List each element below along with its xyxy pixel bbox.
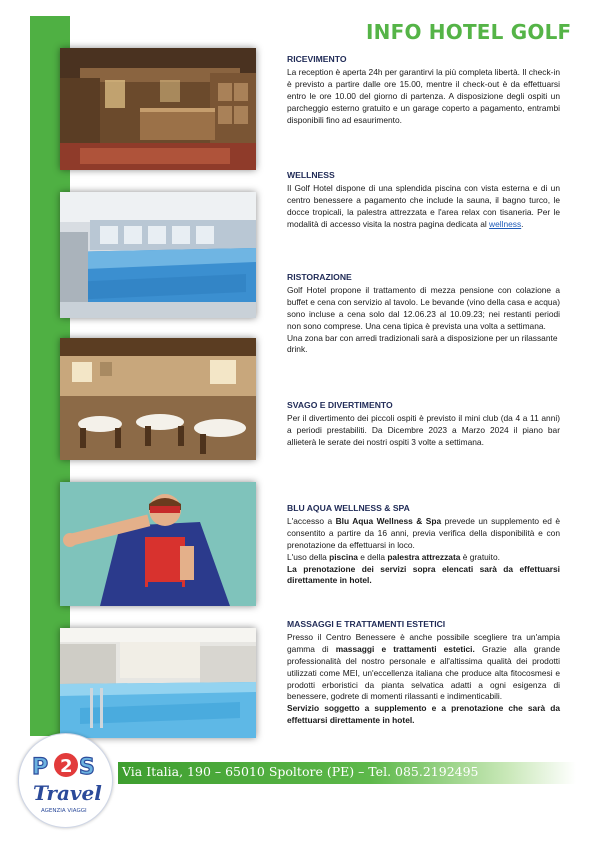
- p2s-travel-logo: [18, 733, 113, 828]
- wellness-link[interactable]: wellness: [489, 218, 522, 229]
- spa-pool-photo: [60, 628, 256, 738]
- section-text-2: Servizio soggetto a supplemento e a prenotazione che sarà da effettuarsi direttamente in hotel.: [287, 703, 560, 726]
- section-text: [287, 632, 560, 703]
- section-heading: BLU AQUA WELLNESS & SPA: [287, 503, 410, 513]
- section-svago: [287, 400, 560, 449]
- logo-p: P: [32, 755, 49, 780]
- text-run: L'accesso a: [287, 515, 336, 526]
- text-run: L'uso della: [287, 551, 330, 562]
- page-title: INFO HOTEL GOLF: [366, 20, 572, 44]
- text-run: è gratuito.: [460, 551, 500, 562]
- kids-superhero-photo: [60, 482, 256, 606]
- section-heading: MASSAGGI E TRATTAMENTI ESTETICI: [287, 619, 446, 629]
- section-text-2: Una zona bar con arredi tradizionali sarà a disposizione per un rilassante drink.: [287, 332, 558, 355]
- logo-2: 2: [60, 756, 73, 777]
- text-bold: massaggi e trattamenti estetici.: [335, 643, 475, 654]
- text-run: e della: [357, 551, 388, 562]
- section-text: [287, 183, 560, 231]
- section-text: Per il divertimento dei piccoli ospiti è previsto il mini club (da 4 a 11 anni) a periodi prestabiliti. Da Dicembre 2023 a Marzo 2024 il piano bar allieterà le serate dei nostri ospiti 3 volte a settimana.: [287, 412, 560, 447]
- section-text: [287, 516, 560, 552]
- section-text-body: Il Golf Hotel dispone di una splendida piscina con vista esterna e di un centro benessere a pagamento che include la sauna, il bagno turco, le docce tropicali, la palestra attrezzata e l'area relax con tisaneria. Per le modalità di accesso visita la nostra pagina dedicata al: [287, 182, 560, 229]
- section-text-2: [287, 552, 560, 564]
- section-massaggi: [287, 619, 560, 727]
- footer-address: Via Italia, 190 – 65010 Spoltore (PE) – Tel. 085.2192495: [122, 764, 479, 779]
- section-text-end: .: [521, 218, 524, 229]
- section-text: Golf Hotel propone il trattamento di mezza pensione con colazione a buffet e cena con servizio al tavolo. Le bevande (vino della casa e acqua) sono incluse a cena solo dal 12.06.23 al 10.09.23; nei restanti periodi non sono comprese. Una cena tipica è prevista una volta a settimana.: [287, 284, 560, 331]
- reception-photo: [60, 48, 256, 170]
- wellness-pool-photo: [60, 192, 256, 318]
- logo-script: Travel: [33, 781, 102, 805]
- section-text: La reception è aperta 24h per garantirvi la più completa libertà. Il check-in è previsto a partire dalle ore 15.00, mentre il check-out è da effettuarsi entro le ore 10.00 del giorno di partenza. A disposizione degli ospiti un parcheggio esterno gratuito e un garage coperto a pagamento, entrambi disponibili fino ad esaurimento.: [287, 66, 560, 125]
- section-wellness: [287, 170, 560, 231]
- text-bold: piscina: [329, 551, 358, 562]
- text-bold: palestra attrezzata: [387, 551, 461, 562]
- section-ristorazione: [287, 272, 560, 356]
- section-blu-aqua: [287, 503, 560, 587]
- logo-s: S: [79, 755, 95, 780]
- text-bold: Blu Aqua Wellness & Spa: [335, 515, 442, 526]
- section-heading: WELLNESS: [287, 170, 335, 180]
- logo-subtitle: AGENZIA VIAGGI: [41, 808, 87, 814]
- section-heading: RICEVIMENTO: [287, 54, 347, 64]
- section-heading: SVAGO E DIVERTIMENTO: [287, 400, 393, 410]
- section-text-3: La prenotazione dei servizi sopra elencati sarà da effettuarsi direttamente in hotel.: [287, 563, 560, 586]
- text-run: Grazie alla grande professionalità del nostro personale e all'altissima qualità dei prodotti utilizzati come MEI, un'eccellenza italiana che produce alta fitocosmesi e prodotti erboristici da pianta selvatica adatti a ogni esigenza di benessere, godrete di momenti rilassanti e indimenticabili.: [287, 643, 560, 702]
- section-ricevimento: [287, 54, 560, 126]
- text-run: Presso il Centro Benessere è anche possibile scegliere tra un'ampia gamma di: [287, 631, 560, 654]
- text-run: prevede un supplemento ed è consentito a partire da 16 anni, previa verifica della disponibilità e con prenotazione da effettuarsi in loco.: [287, 515, 560, 550]
- restaurant-photo: [60, 338, 256, 460]
- section-heading: RISTORAZIONE: [287, 272, 352, 282]
